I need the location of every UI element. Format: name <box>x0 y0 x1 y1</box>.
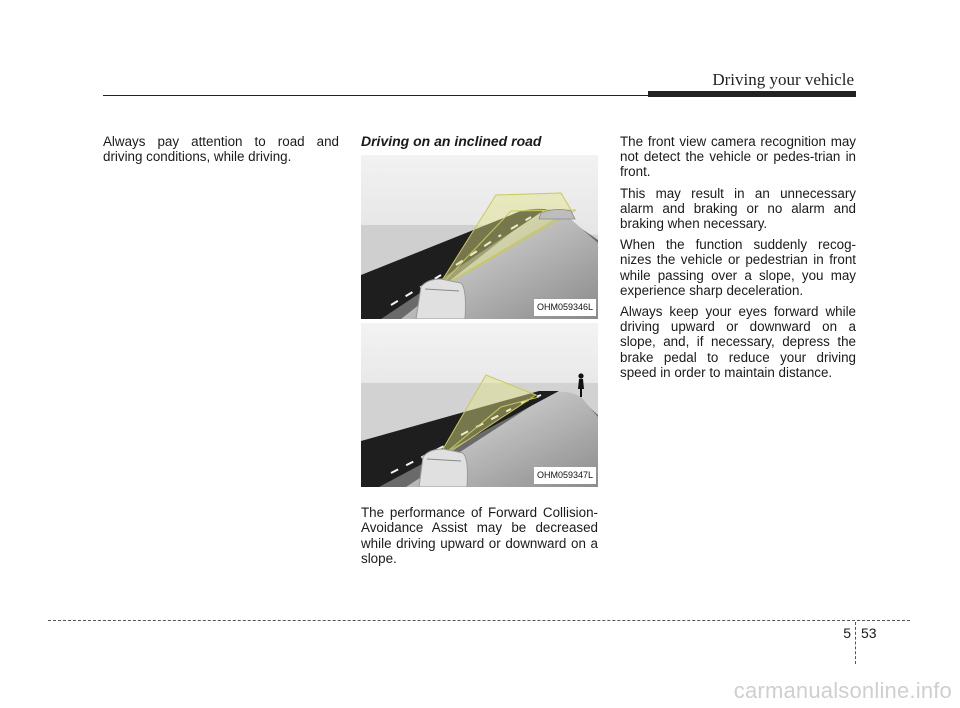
section-title: Driving on an inclined road <box>361 133 542 149</box>
uphill-vehicle-illustration <box>361 155 598 319</box>
column-middle <box>361 134 598 572</box>
figure-code: OHM059346L <box>534 299 596 316</box>
footer-rule <box>48 620 910 621</box>
figure-code: OHM059347L <box>534 467 596 484</box>
paragraph: This may result in an unnecessary alarm and braking or no alarm and braking when necessary. <box>620 185 856 232</box>
uphill-pedestrian-illustration <box>361 323 598 487</box>
chapter-number: 5 <box>843 625 851 641</box>
figure-uphill-pedestrian <box>361 323 598 487</box>
page-number-divider <box>855 622 856 664</box>
header-rule <box>103 95 648 96</box>
watermark: carmanualsonline.info <box>733 678 952 703</box>
paragraph: The performance of Forward Collision-Avoidance Assist may be decreased while driving upward or downward on a slope. <box>361 505 598 566</box>
column-right <box>620 134 856 386</box>
paragraph: Always keep your eyes forward while driving upward or downward on a slope, and, if necessary, depress the brake pedal to reduce your driving speed in order to maintain distance. <box>620 304 856 380</box>
paragraph: The front view camera recognition may not detect the vehicle or pedes-trian in front. <box>620 134 856 180</box>
paragraph: When the function suddenly recog-nizes the vehicle or pedestrian in front while passing over a slope, you may experience sharp deceleration. <box>620 237 856 298</box>
paragraph: Always pay attention to road and driving conditions, while driving. <box>103 134 339 165</box>
page-number: 53 <box>861 625 877 641</box>
column-left <box>103 134 339 170</box>
header-rule-thick <box>648 91 856 97</box>
figure-uphill-vehicle <box>361 155 598 319</box>
running-header: Driving your vehicle <box>712 70 854 89</box>
